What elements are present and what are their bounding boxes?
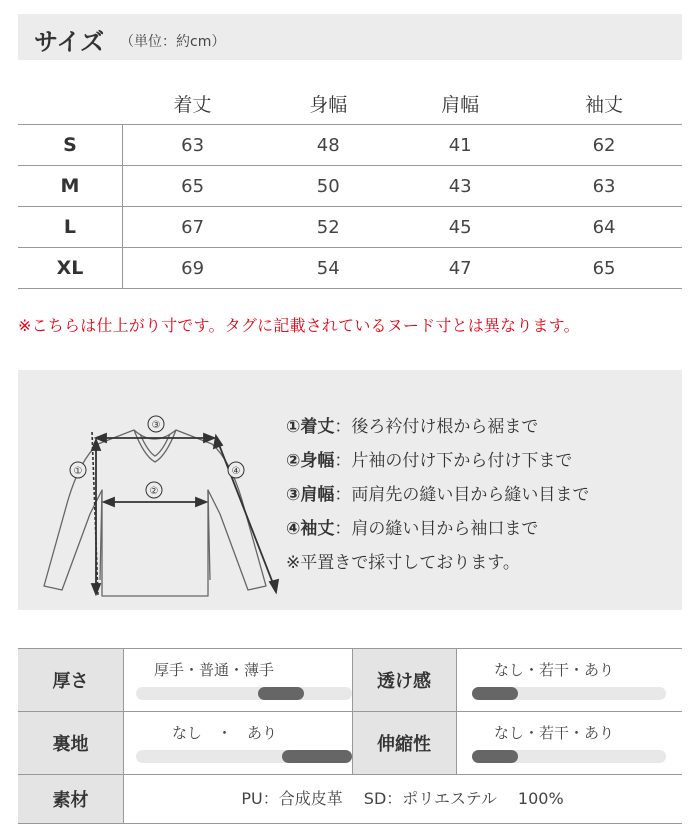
size-label: L xyxy=(18,207,122,248)
measure-footnote: ※平置きで採寸しております。 xyxy=(286,553,520,573)
measure-desc: ：後ろ衿付け根から裾まで xyxy=(334,417,539,437)
table-cell: 41 xyxy=(394,125,526,166)
measure-item-shoulder xyxy=(286,478,589,512)
size-label: M xyxy=(18,166,122,207)
measure-item-body-width xyxy=(286,444,589,478)
table-cell: 63 xyxy=(526,166,682,207)
marker-1: ① xyxy=(73,466,83,477)
table-row xyxy=(18,248,682,289)
shirt-diagram-icon xyxy=(30,390,280,600)
measure-item-length xyxy=(286,410,589,444)
spec-divider xyxy=(456,649,457,774)
size-title: サイズ xyxy=(34,28,105,56)
table-cell: 63 xyxy=(122,125,262,166)
spec-label-stretch: 伸縮性 xyxy=(352,712,456,774)
spec-options-thickness: 厚手・普通・薄手 xyxy=(154,661,275,679)
spec-row-thickness-transparency xyxy=(18,649,682,712)
spec-level-lining xyxy=(282,750,352,763)
spec-level-thickness xyxy=(258,687,304,700)
size-table-corner xyxy=(18,82,122,125)
measure-key: ②身幅 xyxy=(286,451,335,471)
header-sleeve: 袖丈 xyxy=(526,82,682,125)
table-cell: 69 xyxy=(122,248,262,289)
table-cell: 65 xyxy=(526,248,682,289)
table-cell: 50 xyxy=(262,166,394,207)
spec-options-lining: なし ・ あり xyxy=(172,724,278,742)
spec-row-lining-stretch xyxy=(18,712,682,775)
spec-divider xyxy=(352,649,353,774)
table-cell: 48 xyxy=(262,125,394,166)
marker-2: ② xyxy=(149,486,159,497)
measure-desc: ：両肩先の縫い目から縫い目まで xyxy=(334,485,590,505)
size-table-header-row xyxy=(18,82,682,125)
measure-item-sleeve xyxy=(286,512,589,546)
spec-material-value: PU：合成皮革 SD：ポリエステル 100% xyxy=(241,789,564,808)
measurement-descriptions xyxy=(286,410,589,580)
size-header xyxy=(18,14,682,60)
measurement-guide xyxy=(18,370,682,610)
size-label: S xyxy=(18,125,122,166)
spec-divider xyxy=(123,649,124,823)
table-cell: 47 xyxy=(394,248,526,289)
spec-options-transparency: なし・若干・あり xyxy=(494,661,615,679)
table-cell: 45 xyxy=(394,207,526,248)
spec-label-thickness: 厚さ xyxy=(18,649,123,711)
table-cell: 54 xyxy=(262,248,394,289)
size-note: ※こちらは仕上がり寸です。タグに記載されているヌード寸とは異なります。 xyxy=(18,316,580,335)
spec-track-thickness xyxy=(136,687,352,700)
measure-desc: ：片袖の付け下から付け下まで xyxy=(334,451,573,471)
measure-desc: ：肩の縫い目から袖口まで xyxy=(334,519,539,539)
table-row xyxy=(18,207,682,248)
table-row xyxy=(18,166,682,207)
spec-options-stretch: なし・若干・あり xyxy=(494,724,615,742)
spec-label-transparency: 透け感 xyxy=(352,649,456,711)
size-unit: （単位：約cm） xyxy=(120,34,226,50)
spec-table xyxy=(18,648,682,821)
measure-key: ③肩幅 xyxy=(286,485,335,505)
spec-level-stretch xyxy=(472,750,518,763)
table-cell: 64 xyxy=(526,207,682,248)
spec-row-material xyxy=(18,775,682,824)
table-cell: 67 xyxy=(122,207,262,248)
table-cell: 52 xyxy=(262,207,394,248)
table-row xyxy=(18,125,682,166)
marker-3: ③ xyxy=(151,420,161,431)
table-cell: 62 xyxy=(526,125,682,166)
size-label: XL xyxy=(18,248,122,289)
measure-key: ①着丈 xyxy=(286,417,335,437)
measure-key: ④袖丈 xyxy=(286,519,335,539)
table-cell: 43 xyxy=(394,166,526,207)
spec-label-lining: 裏地 xyxy=(18,712,123,774)
spec-label-material: 素材 xyxy=(18,775,123,823)
size-table xyxy=(18,82,682,289)
header-body-width: 身幅 xyxy=(262,82,394,125)
spec-level-transparency xyxy=(472,687,518,700)
header-shoulder: 肩幅 xyxy=(394,82,526,125)
table-cell: 65 xyxy=(122,166,262,207)
marker-4: ④ xyxy=(231,466,241,477)
header-length: 着丈 xyxy=(122,82,262,125)
